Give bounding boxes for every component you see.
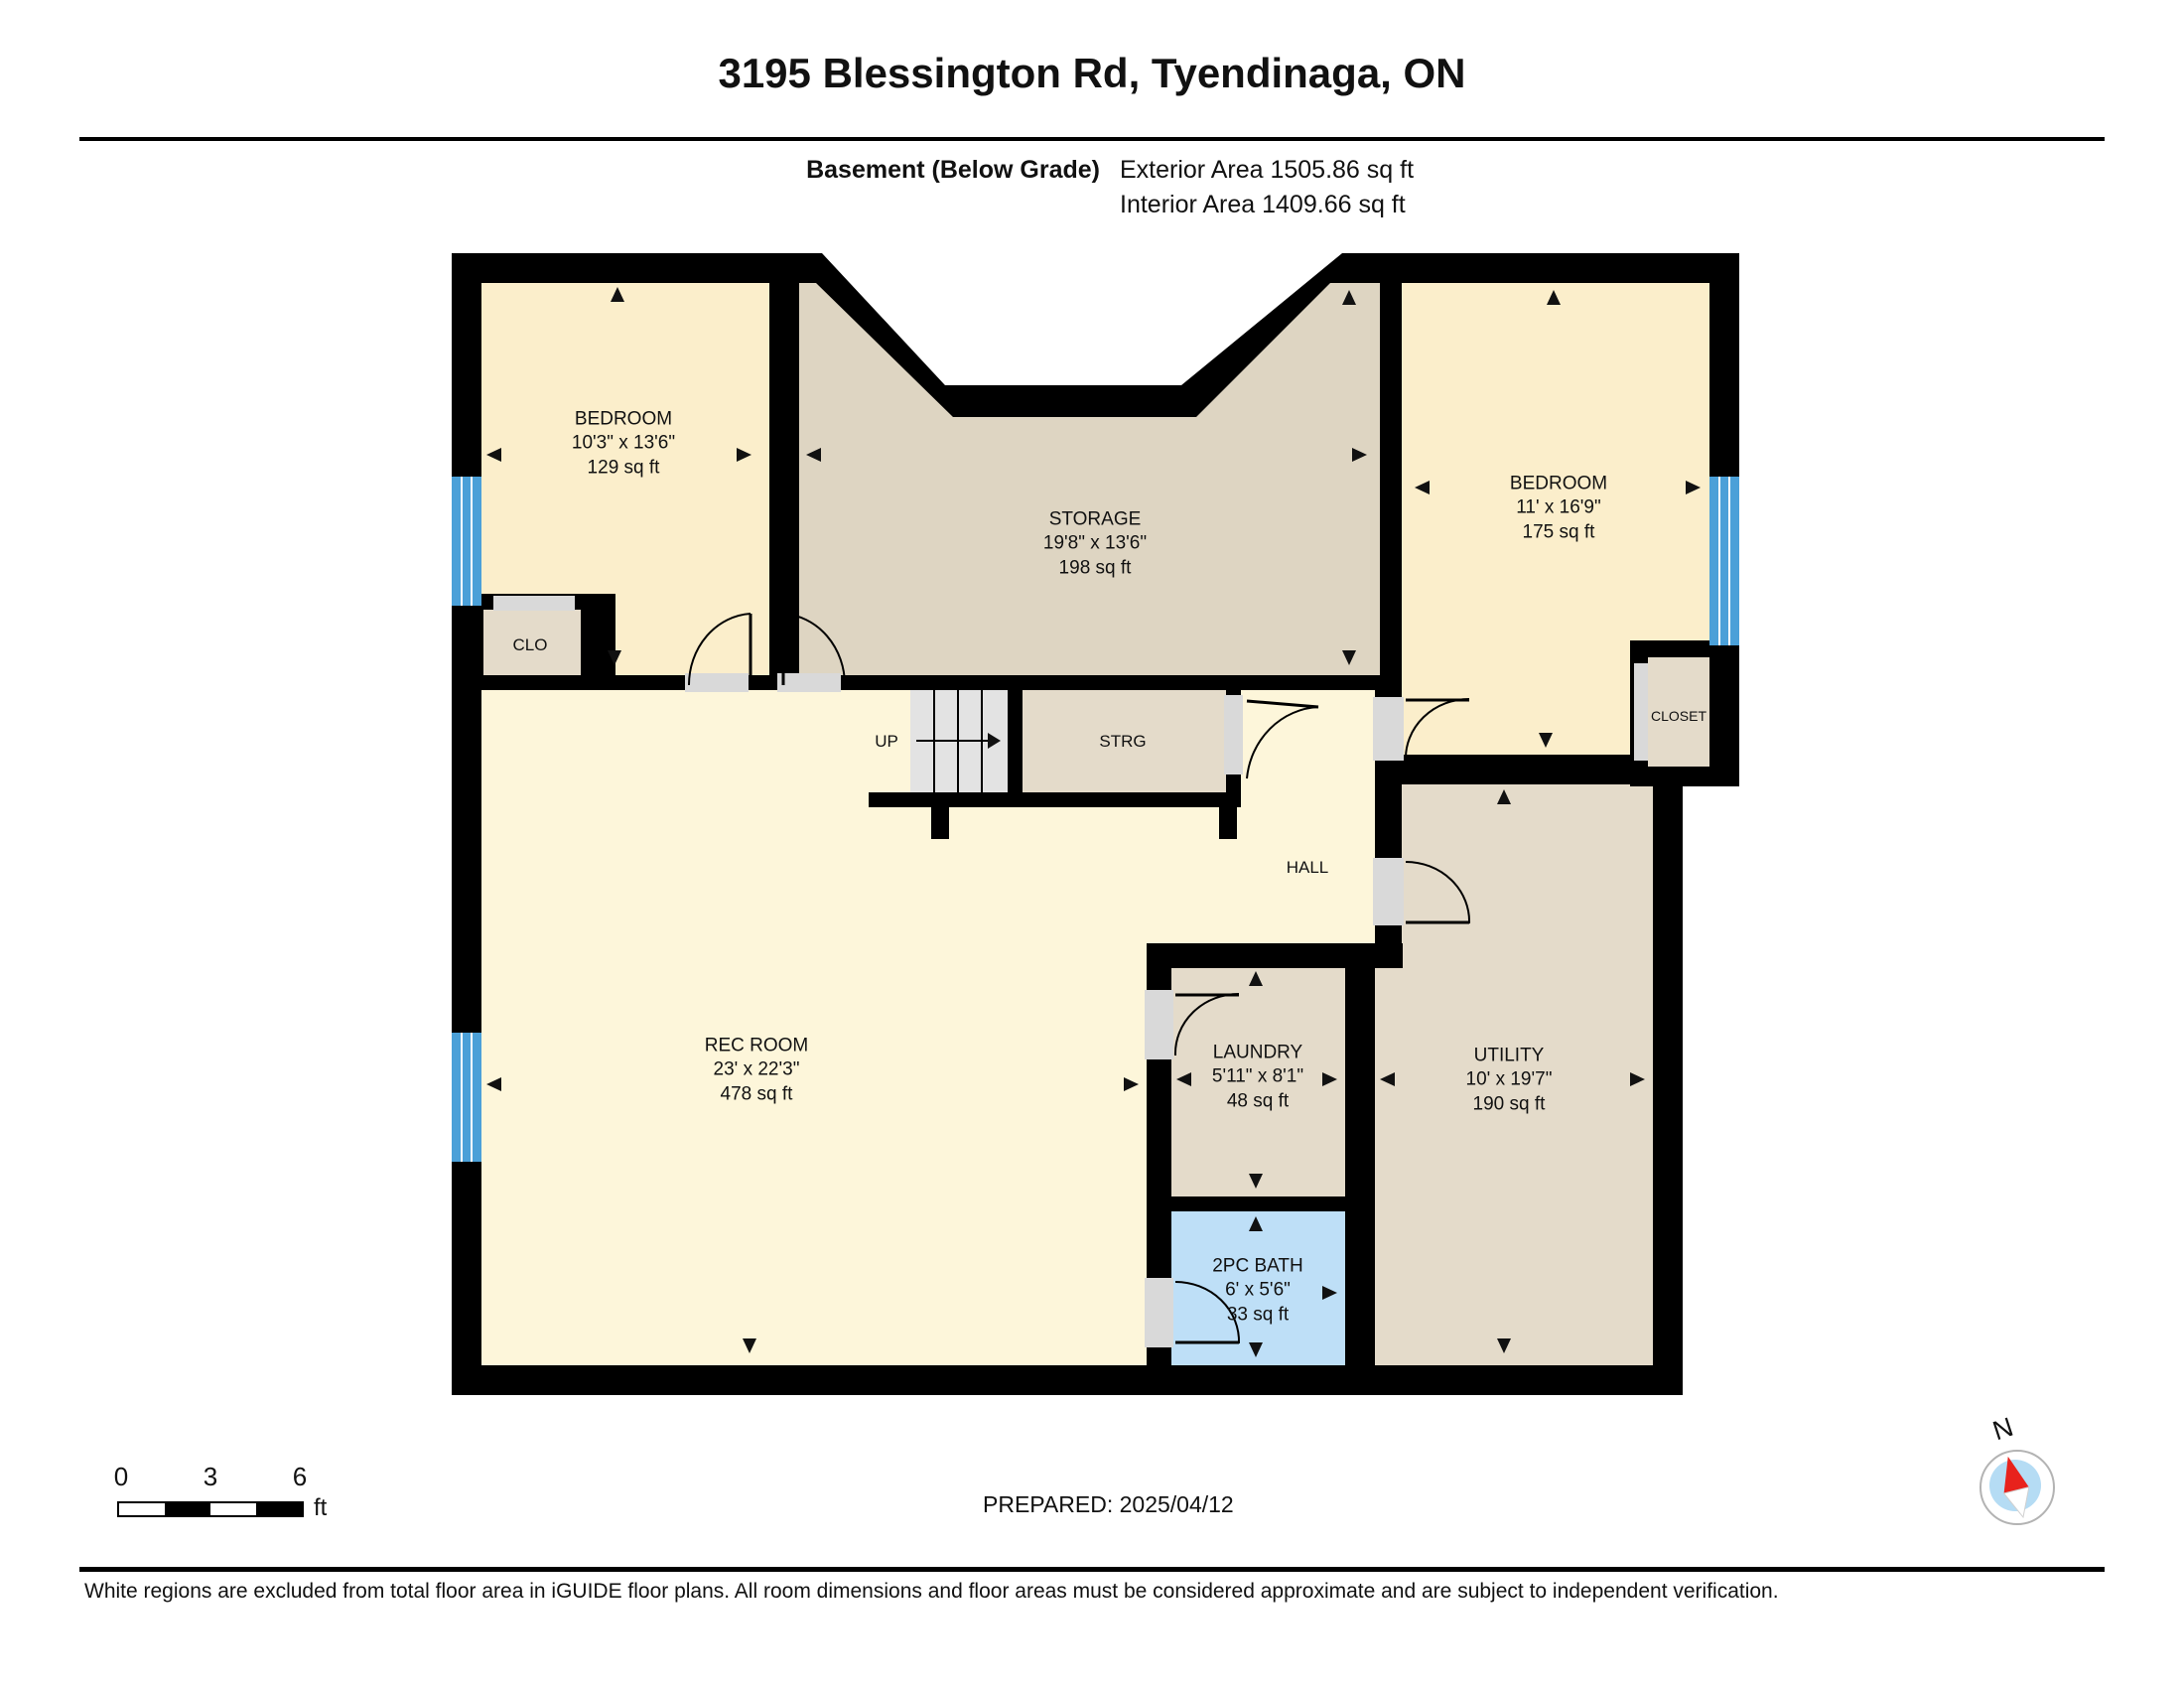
room-label: [1212, 1042, 1303, 1114]
room-name: LAUNDRY: [1212, 1042, 1303, 1063]
room-dimensions: 10' x 19'7": [1465, 1068, 1553, 1090]
wall-segment: [1147, 943, 1403, 968]
window-pane-line: [471, 1033, 473, 1162]
dimension-arrow: [1352, 448, 1367, 462]
door-opening: [1373, 858, 1404, 925]
dimension-arrow: [486, 1077, 501, 1091]
wall-segment: [931, 807, 949, 839]
room-utility: [1375, 968, 1402, 1365]
room-area: 33 sq ft: [1226, 1304, 1290, 1326]
header-divider: [79, 137, 2105, 141]
dimension-arrow: [737, 448, 751, 462]
dimension-arrow: [1686, 481, 1701, 494]
dimension-arrow: [1630, 1072, 1645, 1086]
door-opening: [1224, 695, 1243, 774]
dimension-arrow: [1322, 1072, 1337, 1086]
dimension-arrow: [1547, 290, 1561, 305]
footer-divider: [79, 1567, 2105, 1572]
window-pane-line: [461, 1033, 463, 1162]
compass-needle-icon: [1979, 1450, 2051, 1521]
dimension-arrow: [1497, 789, 1511, 804]
dimension-arrow: [1249, 1174, 1263, 1189]
exterior-area: Exterior Area 1505.86 sq ft: [1120, 156, 1415, 184]
room-name: BEDROOM: [574, 408, 673, 430]
room-area: 175 sq ft: [1522, 521, 1595, 543]
door-opening: [1145, 1278, 1173, 1347]
room-name: UTILITY: [1473, 1045, 1545, 1066]
room-label: [1043, 508, 1147, 581]
up-label: UP: [875, 732, 898, 752]
dimension-arrow: [1342, 650, 1356, 665]
compass-north-label: N: [1988, 1411, 2017, 1447]
wall-segment: [1171, 1196, 1345, 1211]
room-dimensions: 5'11" x 8'1": [1211, 1065, 1304, 1087]
door-opening: [1634, 663, 1648, 761]
room-area: 478 sq ft: [720, 1083, 793, 1105]
prepared-date: PREPARED: 2025/04/12: [983, 1491, 1234, 1517]
dimension-arrow: [806, 448, 821, 462]
dimension-arrow: [1342, 290, 1356, 305]
dimension-arrow: [1249, 1342, 1263, 1357]
scale-tick-0: 0: [113, 1462, 129, 1491]
dimension-arrow: [1176, 1072, 1191, 1086]
room-dimensions: 6' x 5'6": [1225, 1279, 1291, 1301]
room-label: [572, 408, 675, 481]
wall-segment: [1008, 690, 1023, 792]
closet-label: CLOSET: [1650, 708, 1707, 725]
stair-direction-line: [916, 740, 990, 742]
door-swing-arc: [1243, 695, 1322, 780]
scale-bar: [117, 1501, 304, 1517]
door-swing-arc: [779, 610, 847, 687]
floor-label: Basement (Below Grade): [806, 156, 1100, 184]
interior-area: Interior Area 1409.66 sq ft: [1120, 191, 1406, 218]
room-area: 129 sq ft: [587, 457, 660, 479]
room-name: 2PC BATH: [1212, 1255, 1303, 1277]
room-area: 198 sq ft: [1058, 557, 1132, 579]
dimension-arrow: [1124, 1077, 1139, 1091]
scale-segment: [210, 1503, 256, 1515]
disclaimer-text: White regions are excluded from total floor area in iGUIDE floor plans. All room dimensions and floor areas must be considered approximate and are subject to independent verification.: [84, 1580, 1779, 1603]
room-dimensions: 19'8" x 13'6": [1042, 532, 1148, 554]
page-title: 3195 Blessington Rd, Tyendinaga, ON: [718, 50, 1466, 96]
window: [452, 477, 481, 606]
room-label: [705, 1035, 809, 1107]
window-pane-line: [461, 477, 463, 606]
clo-label: CLO: [512, 635, 548, 655]
wall-segment: [1345, 968, 1375, 1395]
door-swing-arc: [687, 610, 754, 687]
dimension-arrow: [1380, 1072, 1395, 1086]
dimension-arrow: [1497, 1338, 1511, 1353]
dimension-arrow: [1415, 481, 1430, 494]
room-label: [1466, 1045, 1553, 1117]
scale-segment: [256, 1503, 302, 1515]
window-pane-line: [471, 477, 473, 606]
window: [452, 1033, 481, 1162]
dimension-arrow: [1539, 733, 1553, 748]
scale-segment: [119, 1503, 165, 1515]
window: [1709, 477, 1739, 645]
window-pane-line: [1728, 477, 1730, 645]
dimension-arrow: [608, 650, 621, 665]
wall-segment: [1219, 807, 1237, 839]
room-label: [1212, 1255, 1303, 1328]
room-name: REC ROOM: [704, 1035, 809, 1056]
room-name: BEDROOM: [1509, 473, 1608, 494]
door-opening: [493, 596, 575, 611]
dimension-arrow: [1322, 1286, 1337, 1300]
room-dimensions: 10'3" x 13'6": [571, 432, 676, 454]
window-pane-line: [1718, 477, 1720, 645]
room-label: [1510, 473, 1607, 545]
stair-up-arrow-icon: [988, 733, 1001, 749]
dimension-arrow: [1249, 971, 1263, 986]
strg-label: STRG: [1099, 732, 1147, 752]
room-name: STORAGE: [1048, 508, 1142, 530]
scale-segment: [165, 1503, 210, 1515]
dimension-arrow: [611, 287, 624, 302]
scale-tick-3: 3: [203, 1462, 218, 1491]
scale-tick-6: 6: [292, 1462, 308, 1491]
wall-segment: [869, 792, 1241, 807]
scale-unit: ft: [314, 1494, 328, 1521]
dimension-arrow: [486, 448, 501, 462]
room-dimensions: 23' x 22'3": [713, 1058, 800, 1080]
dimension-arrow: [743, 1338, 756, 1353]
hall-label: HALL: [1286, 858, 1329, 878]
room-area: 190 sq ft: [1472, 1093, 1546, 1115]
dimension-arrow: [1249, 1216, 1263, 1231]
room-dimensions: 11' x 16'9": [1516, 496, 1601, 518]
door-swing-arc: [1404, 697, 1473, 763]
door-swing-arc: [1404, 860, 1473, 925]
staircase: [910, 690, 1008, 792]
door-opening: [1373, 697, 1404, 761]
door-opening: [1145, 990, 1173, 1059]
room-area: 48 sq ft: [1226, 1090, 1290, 1112]
